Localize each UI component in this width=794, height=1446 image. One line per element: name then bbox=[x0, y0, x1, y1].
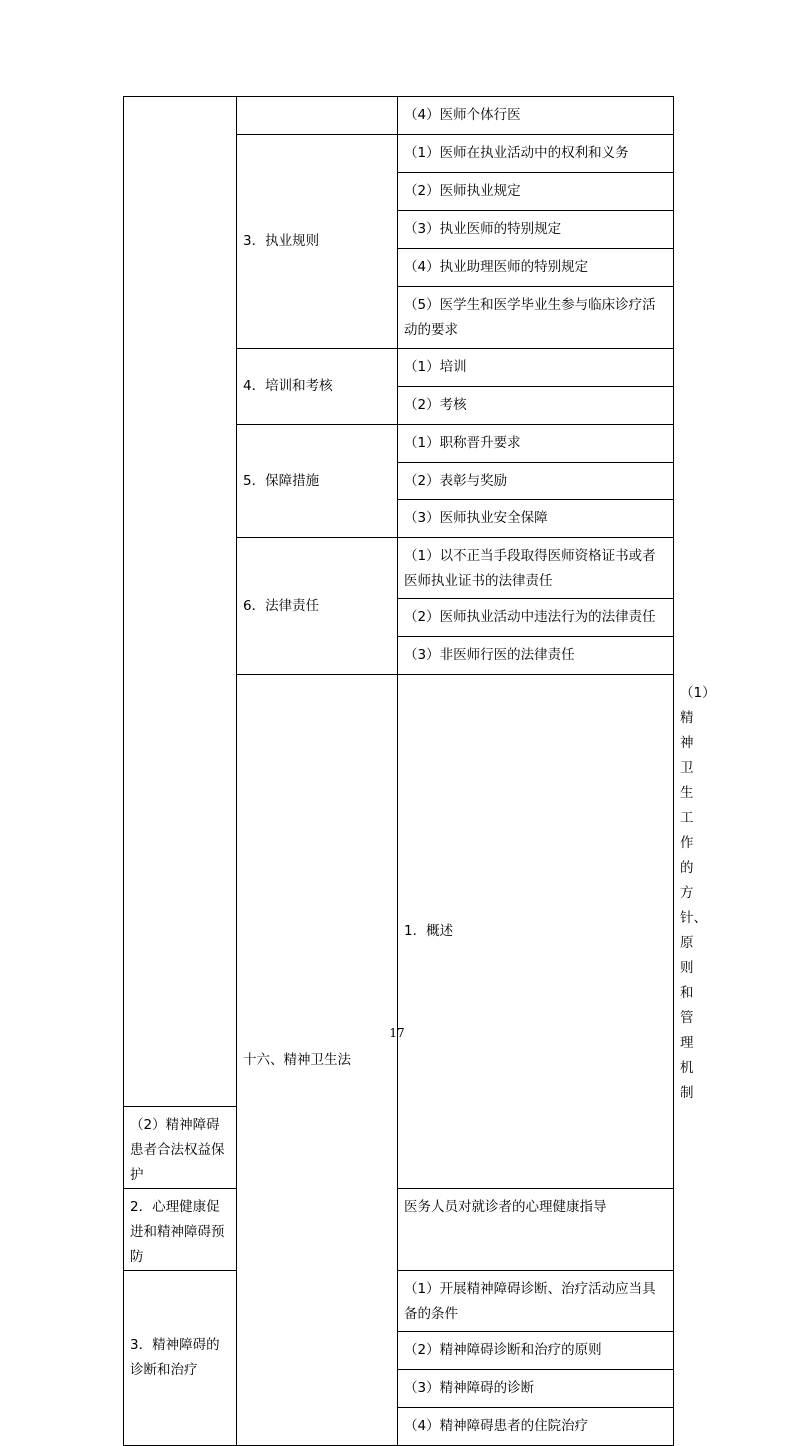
item-cell: （2）表彰与奖励 bbox=[398, 463, 674, 500]
item-cell: （4）执业助理医师的特别规定 bbox=[398, 249, 674, 287]
item-cell: （2）医师执业规定 bbox=[398, 173, 674, 211]
section-cell: 1．概述 bbox=[398, 675, 674, 1189]
item-cell: （3）精神障碍的诊断 bbox=[398, 1370, 674, 1408]
item-cell: （3）非医师行医的法律责任 bbox=[398, 637, 674, 675]
item-cell: （4）医师个体行医 bbox=[398, 97, 674, 135]
item-cell: （1）培训 bbox=[398, 349, 674, 387]
chapter-cell-empty bbox=[124, 97, 237, 1107]
syllabus-table: （4）医师个体行医 3．执业规则 （1）医师在执业活动中的权利和义务 （2）医师执业规定 （3）执业医师的特别规定 （4）执业助理医师的特别规定 （5）医学生和医学毕业生参与临床诊疗活动的要求 4．培训和考核 （1）培训 （2）考核 5．保障措施 （1）职称晋升要求 （2）表彰与奖励 （3）医师执业安全保障 6．法律责任 （1）以不正当手段取得医师资格证书或者医师执业证书的法律责任 （2）医师执业活动中违法行为的法律责任 （3）非医师行医的法律责任 十六、精神卫生法 1．概述 （1）精神卫生工作的方针、原则和管理机制 （2）精神障碍患者合法权益保护 2．心理健康促进和精神障碍预防 医务人员对就诊者的心理健康指导 3．精神障碍的诊断和治疗 （1）开展精神障碍诊断、治疗活动应当具备的条件 （2）精神障碍诊断和治疗的原则 （3）精神障碍的诊断 （4）精神障碍患者的住院治疗 bbox=[123, 96, 674, 1446]
page-number: 17 bbox=[389, 1026, 405, 1040]
section-cell-empty bbox=[237, 97, 398, 135]
item-cell: （2）考核 bbox=[398, 387, 674, 425]
item-cell: （2）精神障碍患者合法权益保护 bbox=[124, 1107, 237, 1189]
item-cell: （3）医师执业安全保障 bbox=[398, 500, 674, 538]
item-cell: （1）以不正当手段取得医师资格证书或者医师执业证书的法律责任 bbox=[398, 538, 674, 599]
section-cell: 4．培训和考核 bbox=[237, 349, 398, 425]
section-cell: 3．执业规则 bbox=[237, 135, 398, 349]
item-cell: （4）精神障碍患者的住院治疗 bbox=[398, 1408, 674, 1446]
item-cell: 医务人员对就诊者的心理健康指导 bbox=[398, 1189, 674, 1271]
item-cell: （3）执业医师的特别规定 bbox=[398, 211, 674, 249]
item-cell: （1）职称晋升要求 bbox=[398, 425, 674, 463]
item-cell: （1）开展精神障碍诊断、治疗活动应当具备的条件 bbox=[398, 1271, 674, 1332]
item-cell: （5）医学生和医学毕业生参与临床诊疗活动的要求 bbox=[398, 287, 674, 349]
section-cell: 5．保障措施 bbox=[237, 425, 398, 538]
section-cell: 3．精神障碍的诊断和治疗 bbox=[124, 1271, 237, 1446]
chapter-cell: 十六、精神卫生法 bbox=[237, 675, 398, 1446]
section-cell: 2．心理健康促进和精神障碍预防 bbox=[124, 1189, 237, 1271]
item-cell: （2）精神障碍诊断和治疗的原则 bbox=[398, 1332, 674, 1370]
item-cell: （1）医师在执业活动中的权利和义务 bbox=[398, 135, 674, 173]
section-cell: 6．法律责任 bbox=[237, 538, 398, 675]
item-cell: （2）医师执业活动中违法行为的法律责任 bbox=[398, 599, 674, 637]
